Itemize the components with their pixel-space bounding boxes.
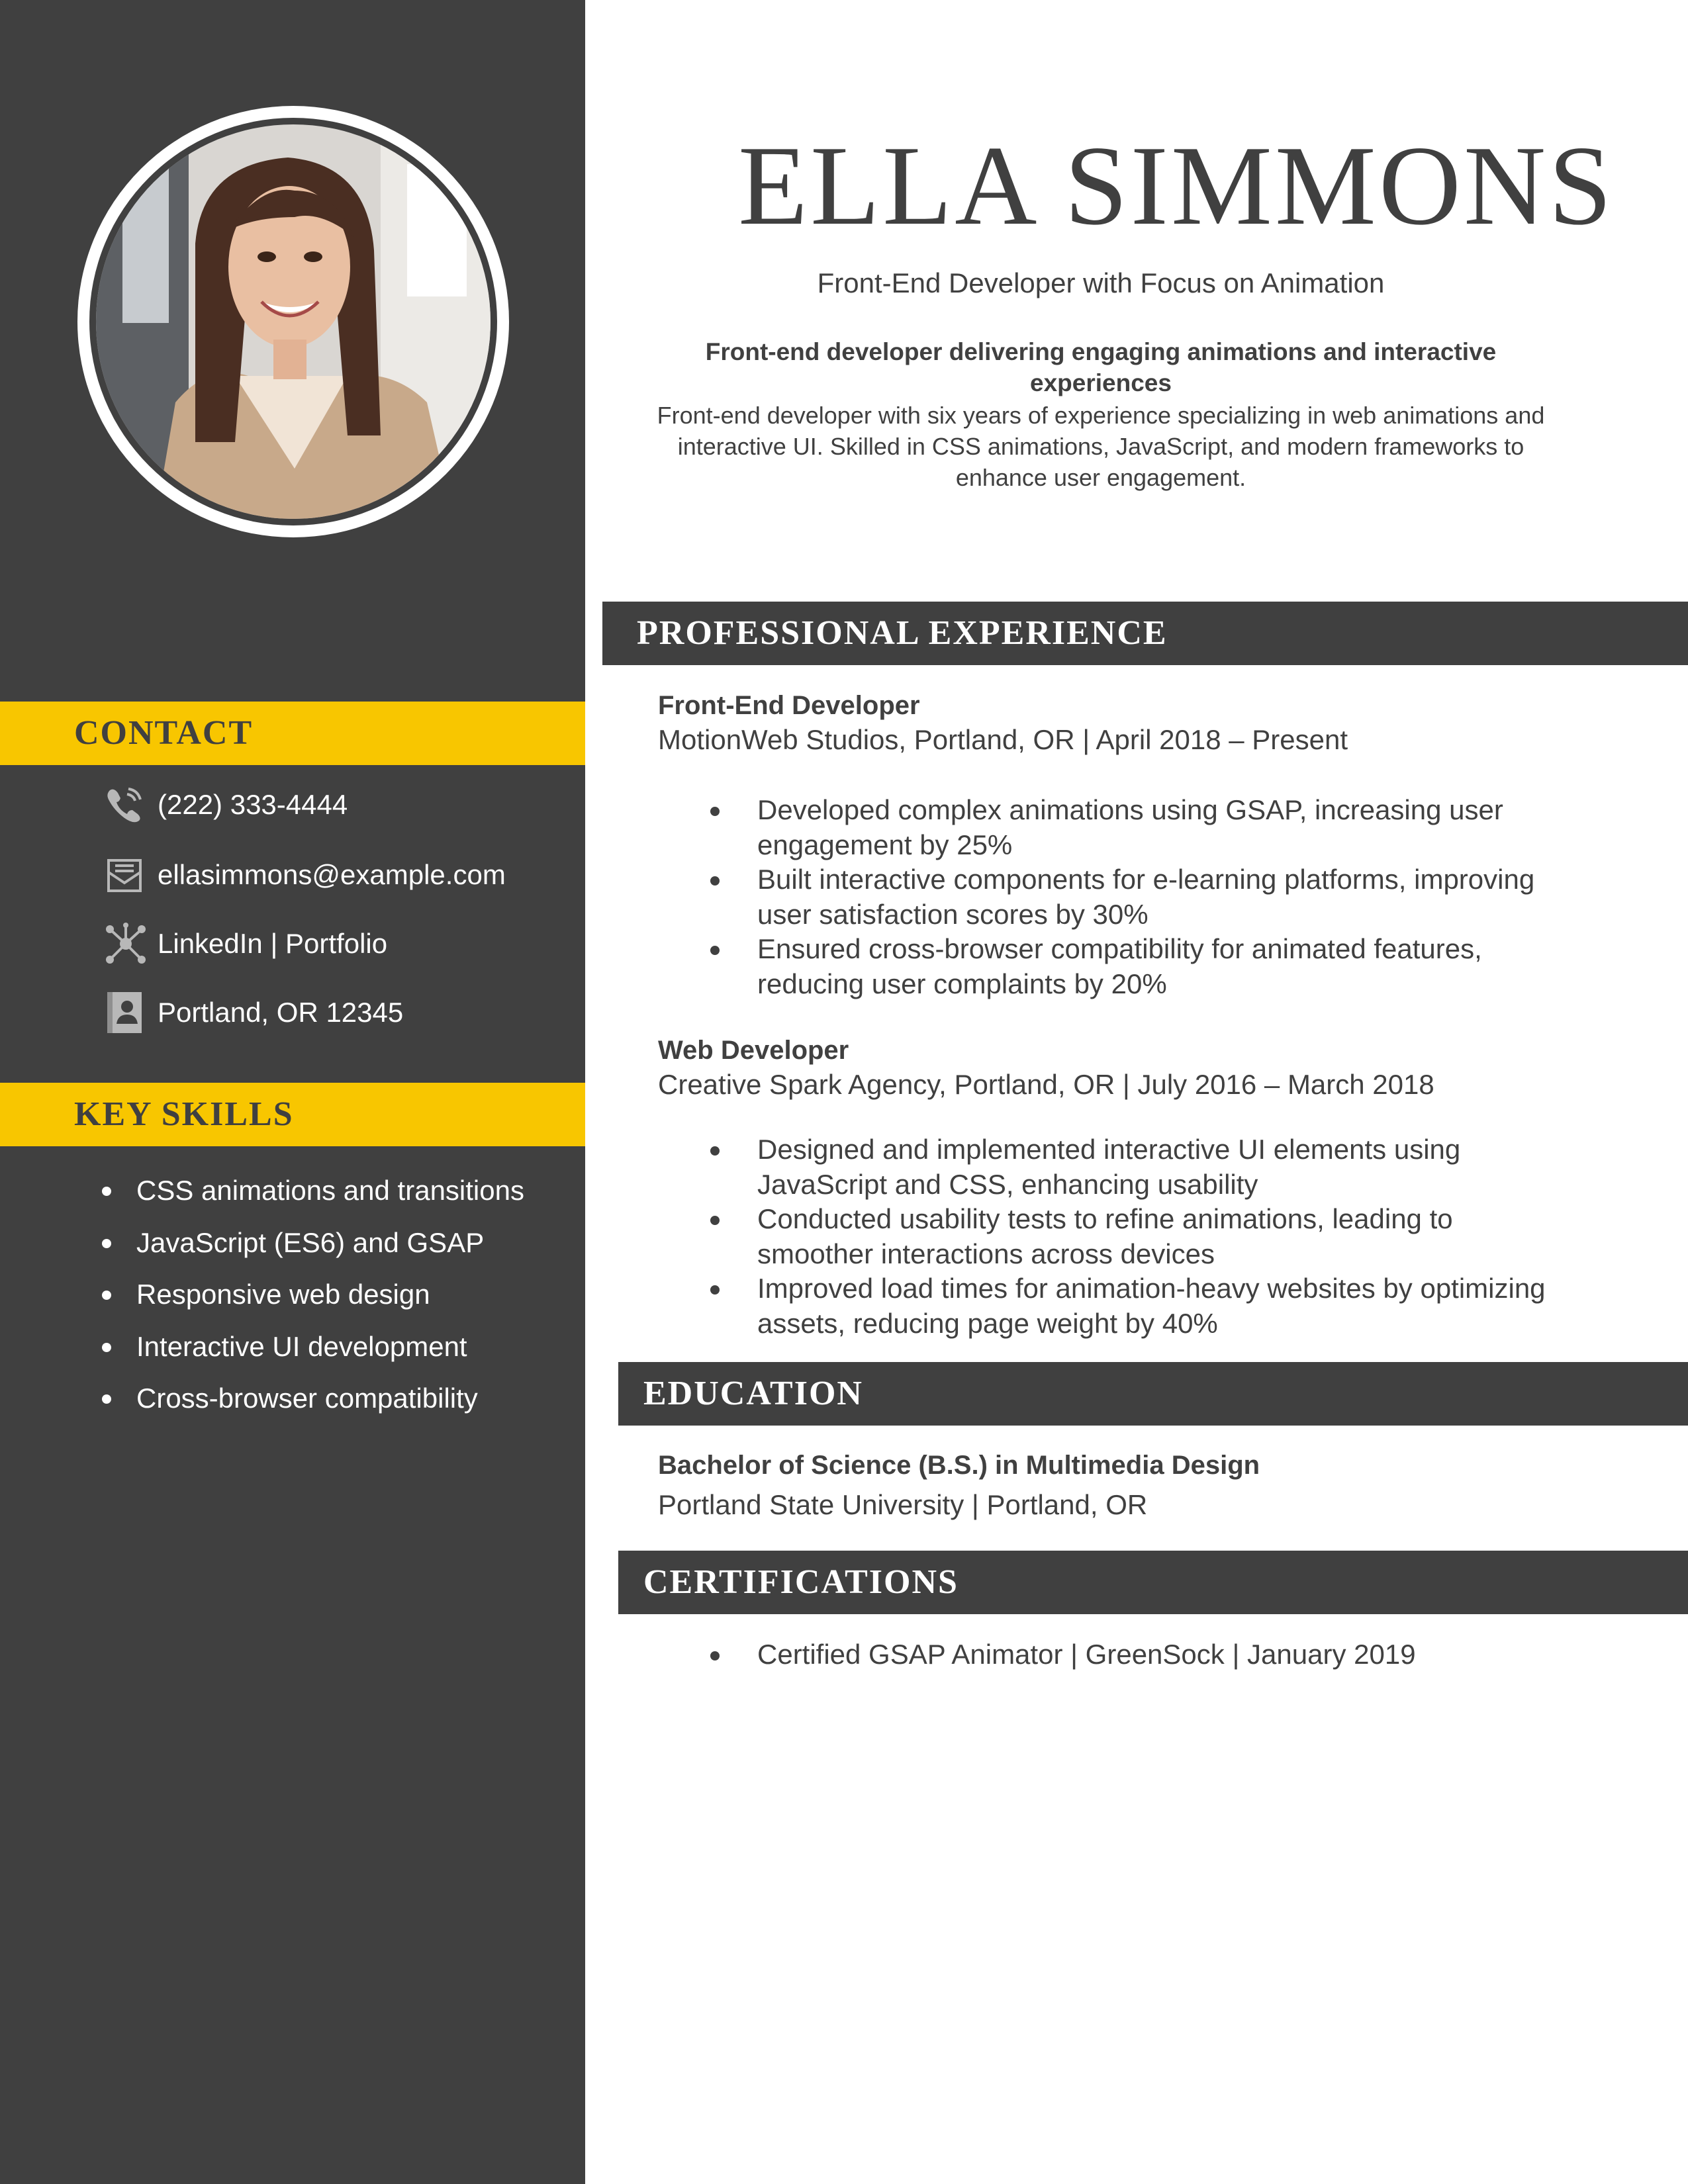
job-title: Web Developer	[658, 1036, 849, 1065]
profile-photo-frame	[77, 106, 509, 537]
phone-icon	[105, 778, 148, 831]
contact-links	[105, 917, 568, 970]
list-item: Conducted usability tests to refine animations, leading to smoother interactions across devices	[702, 1202, 1562, 1271]
job-meta: MotionWeb Studios, Portland, OR | April 2018 – Present	[658, 724, 1348, 755]
contact-email	[105, 848, 568, 901]
list-item: Ensured cross-browser compatibility for animated features, reducing user complaints by 20%	[702, 932, 1562, 1001]
list-item: Interactive UI development	[98, 1321, 524, 1373]
list-item: Improved load times for animation-heavy websites by optimizing assets, reducing page weight by 40%	[702, 1271, 1562, 1341]
contact-address-text: Portland, OR 12345	[158, 997, 404, 1028]
school-info: Portland State University | Portland, OR	[658, 1489, 1148, 1520]
key-skills-heading: KEY SKILLS	[0, 1083, 585, 1146]
job-title: Front-End Developer	[658, 691, 920, 720]
education-heading: EDUCATION	[618, 1362, 1688, 1426]
candidate-role: Front-End Developer with Focus on Animation	[817, 267, 1385, 298]
list-item: Designed and implemented interactive UI elements using JavaScript and CSS, enhancing usability	[702, 1132, 1562, 1202]
list-item: CSS animations and transitions	[98, 1165, 524, 1217]
contact-phone	[105, 778, 568, 831]
candidate-name: ELLA SIMMONS	[738, 123, 1615, 249]
email-icon	[105, 848, 148, 901]
certifications-heading: CERTIFICATIONS	[618, 1551, 1688, 1614]
profile-photo	[96, 124, 491, 519]
contact-email-text: ellasimmons@example.com	[158, 859, 506, 890]
contact-phone-text: (222) 333-4444	[158, 789, 348, 820]
list-item: Cross-browser compatibility	[98, 1373, 524, 1425]
list-item: Certified GSAP Animator | GreenSock | January 2019	[702, 1637, 1562, 1672]
certifications-list	[702, 1637, 1562, 1672]
summary-body: Front-end developer with six years of experience specializing in web animations and interactive UI. Skilled in CSS animations, JavaScript, and modern frameworks to enhance user engagement.	[657, 402, 1545, 491]
summary-title: Front-end developer delivering engaging animations and interactive experiences	[705, 338, 1497, 396]
list-item: JavaScript (ES6) and GSAP	[98, 1217, 524, 1269]
list-item: Built interactive components for e-learning platforms, improving user satisfaction scores by 30%	[702, 862, 1562, 932]
contact-heading: CONTACT	[0, 702, 585, 765]
experience-heading: PROFESSIONAL EXPERIENCE	[602, 602, 1688, 665]
list-item: Responsive web design	[98, 1269, 524, 1321]
job-meta: Creative Spark Agency, Portland, OR | July 2016 – March 2018	[658, 1069, 1434, 1100]
address-card-icon	[105, 986, 148, 1039]
degree-title: Bachelor of Science (B.S.) in Multimedia Design	[658, 1451, 1260, 1480]
sidebar	[0, 0, 585, 2184]
contact-links-text[interactable]: LinkedIn | Portfolio	[158, 928, 388, 959]
job-bullets	[702, 1132, 1562, 1341]
list-item: Developed complex animations using GSAP, increasing user engagement by 25%	[702, 793, 1562, 862]
network-icon	[105, 917, 148, 970]
skills-list	[98, 1165, 524, 1425]
contact-address	[105, 986, 568, 1039]
job-bullets	[702, 793, 1562, 1001]
